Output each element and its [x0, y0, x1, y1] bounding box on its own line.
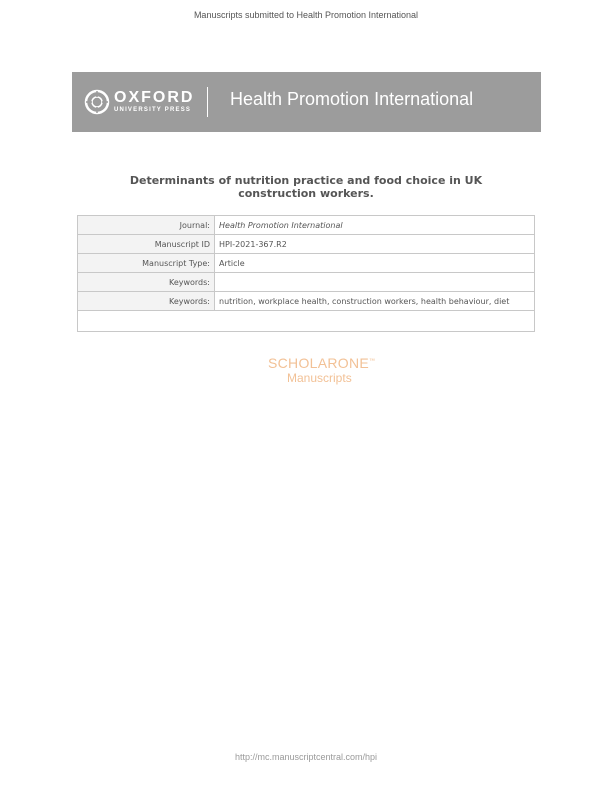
banner-divider [207, 87, 208, 117]
journal-title: Health Promotion International [230, 89, 474, 109]
row-label-manuscript-id: Manuscript ID [78, 235, 215, 254]
row-value-keywords: nutrition, workplace health, construction workers, health behaviour, diet [215, 292, 535, 311]
table-row [78, 254, 535, 273]
scholarone-wordmark [268, 355, 375, 371]
row-value-manuscript-id: HPI-2021-367.R2 [215, 235, 535, 254]
running-head: Manuscripts submitted to Health Promotion International [193, 10, 419, 20]
row-value-journal: Health Promotion International [215, 216, 535, 235]
table-row [78, 235, 535, 254]
row-value-keywords-empty [215, 273, 535, 292]
scholarone-logo [268, 355, 378, 387]
oup-emblem-icon [84, 89, 110, 115]
table-row [78, 292, 535, 311]
journal-banner [72, 72, 541, 132]
manuscript-title [110, 174, 502, 200]
publisher-name: OXFORD [114, 89, 195, 106]
table-row [78, 216, 535, 235]
footer-url[interactable]: http://mc.manuscriptcentral.com/hpi [234, 752, 378, 762]
row-value-manuscript-type: Article [215, 254, 535, 273]
row-label-journal: Journal: [78, 216, 215, 235]
title-line-2: construction workers. [238, 187, 374, 200]
row-label-manuscript-type: Manuscript Type: [78, 254, 215, 273]
scholarone-manuscripts: Manuscripts [287, 371, 352, 385]
row-label-keywords-empty: Keywords: [78, 273, 215, 292]
table-row-empty [78, 311, 535, 332]
empty-cell [78, 311, 535, 332]
title-line-1: Determinants of nutrition practice and food choice in UK [129, 174, 483, 187]
trademark-symbol: ™ [369, 358, 376, 365]
scholarone-text: SCHOLARONE [268, 355, 370, 371]
row-label-keywords: Keywords: [78, 292, 215, 311]
publisher-subtitle: UNIVERSITY PRESS [114, 107, 192, 113]
manuscript-metadata-table [77, 215, 535, 332]
oup-logo [84, 88, 196, 118]
table-row [78, 273, 535, 292]
